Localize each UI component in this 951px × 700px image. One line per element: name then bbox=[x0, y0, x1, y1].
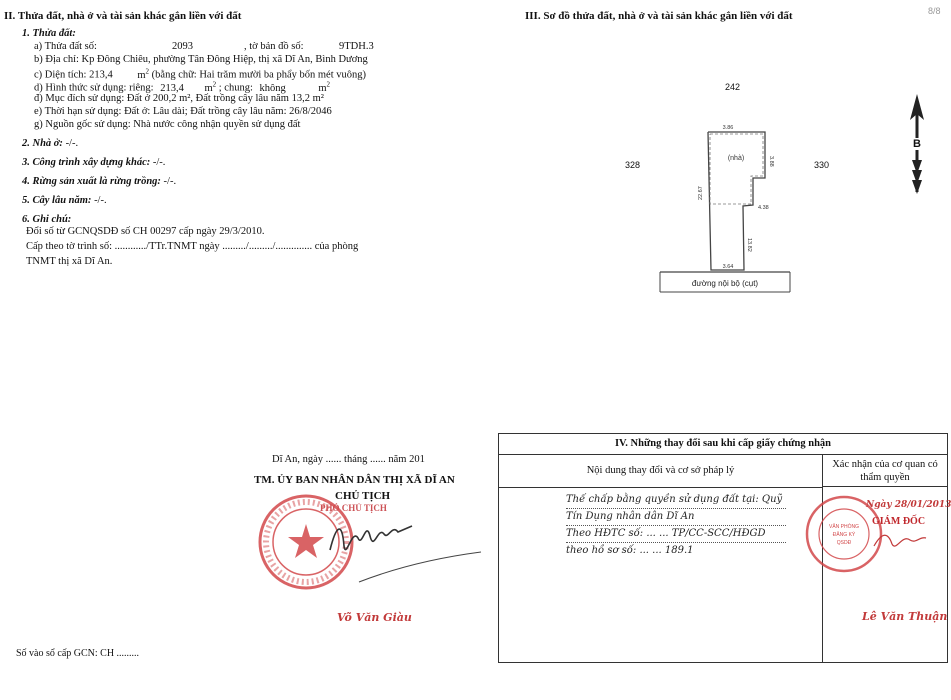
area-words: (bằng chữ: Hai trăm mười ba phẩy bốn mét vuông) bbox=[151, 69, 366, 81]
section-3-title: III. Sơ đồ thửa đất, nhà ở và tài sản khác gắn liền với đất bbox=[525, 10, 793, 22]
map-sheet-value: 9TDH.3 bbox=[339, 41, 374, 52]
svg-text:QSDĐ: QSDĐ bbox=[836, 540, 852, 546]
note-line-3: TNMT thị xã Dĩ An. bbox=[26, 256, 113, 267]
change-entry-4: theo hồ sơ số: ... ... 189.1 bbox=[566, 545, 694, 556]
private-area: 213,4 bbox=[160, 82, 184, 94]
area-label: c) Diện tích: 213,4 bbox=[34, 69, 113, 81]
signature-underline-icon bbox=[355, 548, 485, 588]
s2-line: 2. Nhà ở: -/-. bbox=[22, 138, 79, 149]
dim-lower-right: 13.82 bbox=[746, 238, 752, 252]
road-label: đường nội bộ (cụt) bbox=[691, 279, 759, 288]
change-entry-1: Thế chấp bằng quyền sử dụng đất tại: Quỹ bbox=[566, 494, 783, 505]
stamp-date: Ngày 28/01/2013 bbox=[866, 500, 951, 510]
neighbor-parcel-left: 328 bbox=[625, 160, 641, 170]
purpose-line: đ) Mục đích sử dụng: Đất ở 200,2 m², Đất trồng cây lâu năm 13,2 m² bbox=[34, 93, 324, 104]
neighbor-parcel-top: 242 bbox=[725, 82, 741, 92]
term-line: e) Thời hạn sử dụng: Đất ở: Lâu dài; Đất trồng cây lâu năm: 26/8/2046 bbox=[34, 106, 332, 117]
address-line: b) Địa chỉ: Kp Đông Chiêu, phường Tân Đông Hiệp, thị xã Dĩ An, Bình Dương bbox=[34, 54, 368, 65]
dim-step: 4.38 bbox=[758, 205, 769, 211]
entry-rule-1 bbox=[566, 508, 786, 509]
entry-rule-3 bbox=[566, 542, 786, 543]
s3-line: 3. Công trình xây dựng khác: -/-. bbox=[22, 157, 166, 168]
dim-left: 22.67 bbox=[698, 186, 704, 200]
vice-chairman-stamp: PHÓ CHỦ TỊCH bbox=[320, 503, 387, 513]
note-line-1: Đổi số từ GCNQSDĐ số CH 00297 cấp ngày 29/3/2010. bbox=[26, 226, 265, 237]
svg-text:ĐĂNG KÝ: ĐĂNG KÝ bbox=[832, 532, 856, 538]
area-line bbox=[34, 67, 366, 81]
section-2-title: II. Thửa đất, nhà ở và tài sản khác gắn liền với đất bbox=[4, 10, 242, 22]
note-line-2: Cấp theo tờ trình số: ............/TTr.TNMT ngày ........./........./.............. của phòng bbox=[26, 241, 359, 252]
s1-title: 1. Thửa đất: bbox=[22, 28, 76, 39]
officer-signature-icon bbox=[870, 528, 930, 552]
changes-title: IV. Những thay đổi sau khi cấp giấy chứng nhận bbox=[499, 434, 947, 455]
house-label: (nhà) bbox=[727, 155, 745, 162]
change-entry-3: Theo HĐTC số: ... ... TP/CC-SCC/HĐGD bbox=[566, 528, 766, 539]
common-area: không bbox=[259, 82, 286, 94]
neighbor-parcel-right: 330 bbox=[814, 160, 830, 170]
officer-name: Lê Văn Thuận bbox=[862, 610, 948, 623]
parcel-diagram bbox=[650, 120, 800, 288]
signature-org: TM. ỦY BAN NHÂN DÂN THỊ XÃ DĨ AN bbox=[254, 474, 455, 486]
signature-title: CHỦ TỊCH bbox=[335, 490, 391, 502]
north-label: B bbox=[913, 138, 921, 150]
entry-rule-2 bbox=[566, 525, 786, 526]
dim-top: 3.86 bbox=[722, 125, 734, 131]
page-number: 8/8 bbox=[928, 6, 941, 16]
signature-date: Dĩ An, ngày ...... tháng ...... năm 201 bbox=[272, 454, 425, 465]
s4-line: 4. Rừng sản xuất là rừng trồng: -/-. bbox=[22, 176, 177, 187]
change-entry-2: Tín Dụng nhân dân Dĩ An bbox=[566, 511, 695, 522]
changes-col-content: Nội dung thay đổi và cơ sở pháp lý bbox=[499, 455, 823, 488]
origin-line: g) Nguồn gốc sử dụng: Nhà nước công nhận quyền sử dụng đất bbox=[34, 119, 301, 130]
dim-bottom: 3.64 bbox=[722, 264, 734, 270]
register-number: Số vào sổ cấp GCN: CH ......... bbox=[16, 648, 140, 659]
stamp-title: GIÁM ĐỐC bbox=[872, 516, 926, 527]
area-unit: $m^2$ bbox=[137, 67, 150, 81]
s6-title: 6. Ghi chú: bbox=[22, 214, 72, 225]
dim-right: 3.88 bbox=[768, 156, 774, 167]
map-sheet-label: , tờ bản đồ số: bbox=[244, 41, 304, 52]
usage-form-line: d) Hình thức sử dụng: riêng: 213,4 $m^2$ ; chung: không $m^2$ bbox=[34, 80, 331, 94]
changes-col-confirmation: Xác nhận của cơ quan có thẩm quyền bbox=[823, 455, 947, 487]
parcel-number-label: a) Thửa đất số: bbox=[34, 41, 97, 52]
s5-line: 5. Cây lâu năm: -/-. bbox=[22, 195, 107, 206]
svg-text:VĂN PHÒNG: VĂN PHÒNG bbox=[828, 524, 860, 530]
signer-name: Võ Văn Giàu bbox=[337, 611, 412, 624]
parcel-number-value: 2093 bbox=[172, 41, 193, 52]
